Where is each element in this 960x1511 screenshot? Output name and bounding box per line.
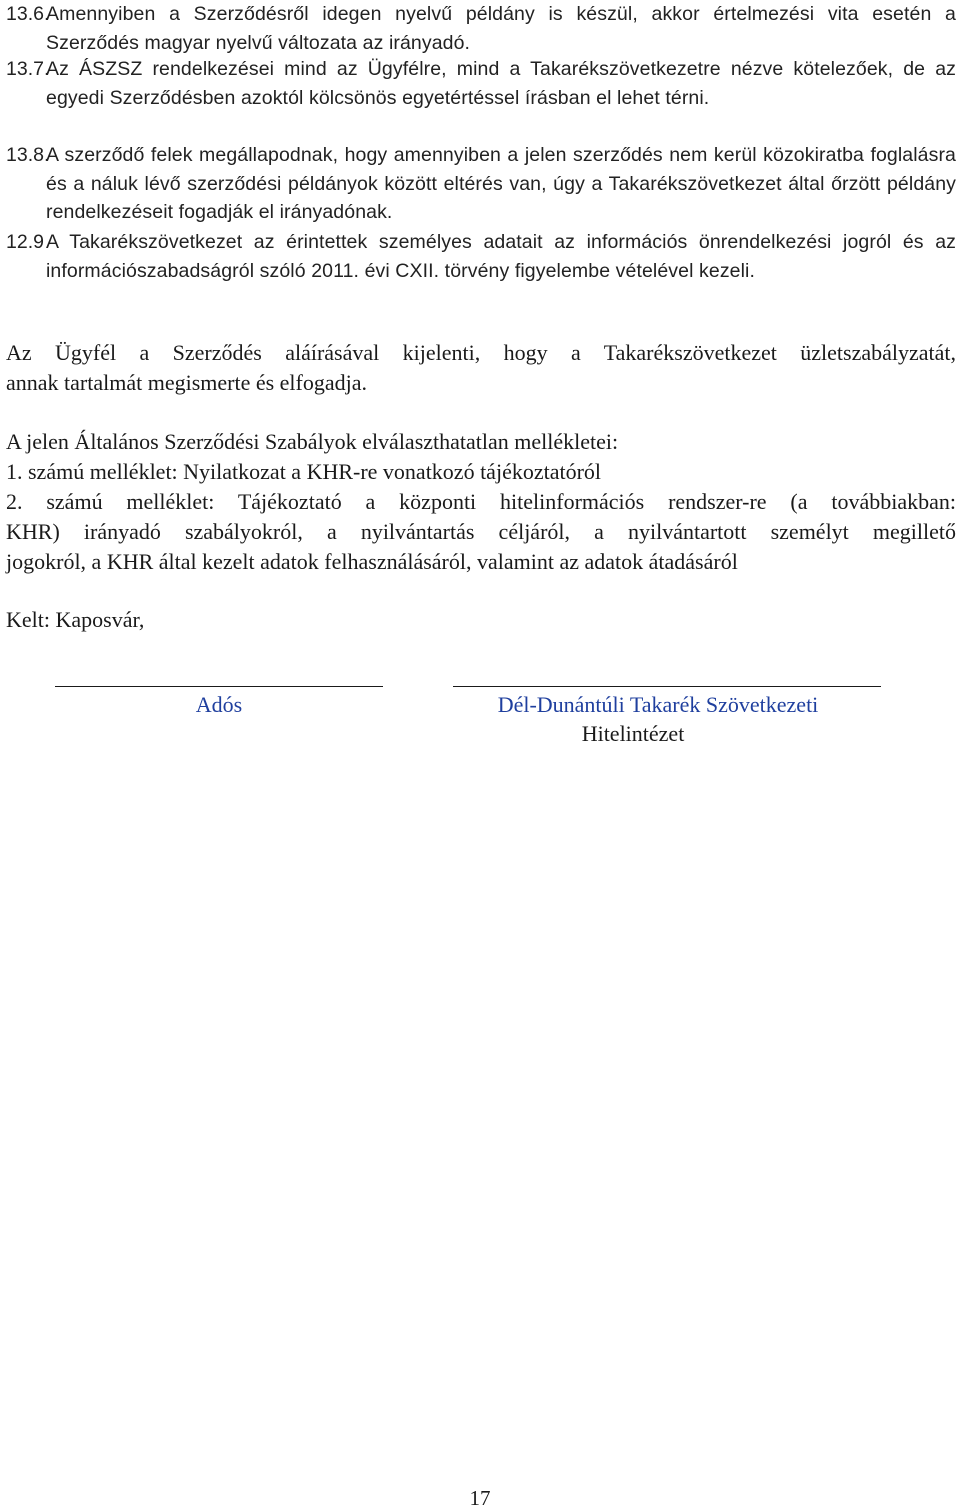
bank-signature-sublabel: Hitelintézet [581,721,685,746]
debtor-signature-label: Adós [195,692,243,717]
bank-signature-label: Dél-Dunántúli Takarék Szövetkezeti [497,692,819,717]
clause-12-9 [6,228,956,285]
paragraph-line: jogokról, a KHR által kezelt adatok felhasználásáról, valamint az adatok átadásáról [6,549,738,574]
clause-13-8 [6,141,956,227]
clause-text: A szerződő felek megállapodnak, hogy amennyiben a jelen szerződés nem kerül közokiratba foglalásra és a náluk lévő szerződési példányok között eltérés van, úgy a Takarékszövetkezet által őrzött példány rendelkezéseit fogadják el irányadónak. [46,144,956,223]
paragraph-line: KHR) irányadó szabályokról, a nyilvántartás céljáról, a nyilvántartott személyt megillető [6,519,956,544]
clause-number: 13.8. [6,144,50,166]
page-number: 17 [469,1486,491,1510]
clause-13-6 [6,0,956,57]
clause-text: Az ÁSZSZ rendelkezései mind az Ügyfélre, mind a Takarékszövetkezetre nézve kötelezőek, de az egyedi Szerződésben azoktól kölcsönös egyetértéssel írásban el lehet térni. [46,58,956,109]
clause-number: 12.9 [6,231,44,253]
paragraph-line: Az Ügyfél a Szerződés aláírásával kijelenti, hogy a Takarékszövetkezet üzletszabályzatát, [6,340,956,365]
debtor-signature-line [55,686,383,687]
annex-item-1: 1. számú melléklet: Nyilatkozat a KHR-re vonatkozó tájékoztatóról [6,459,602,484]
acknowledgement-paragraph [6,338,956,398]
clause-number: 13.6. [6,3,50,25]
clause-text: Amennyiben a Szerződésről idegen nyelvű példány is készül, akkor értelmezési vita esetén a Szerződés magyar nyelvű változata az irányadó. [46,3,956,54]
bank-signature-line [453,686,881,687]
clause-text: A Takarékszövetkezet az érintettek személyes adatait az információs önrendelkezési jogról és az információszabadságról szóló 2011. évi CXII. törvény figyelembe vételével kezeli. [46,231,956,282]
annexes-heading: A jelen Általános Szerződési Szabályok elválaszthatatlan mellékletei: [6,429,619,454]
paragraph-line: 2. számú melléklet: Tájékoztató a központi hitelinformációs rendszer-re (a továbbiakban: [6,489,956,514]
clause-number: 13.7. [6,58,50,80]
paragraph-line: annak tartalmát megismerte és elfogadja. [6,370,368,395]
place-and-date: Kelt: Kaposvár, [6,607,145,632]
annex-item-2 [6,487,956,577]
clause-13-7 [6,55,956,112]
